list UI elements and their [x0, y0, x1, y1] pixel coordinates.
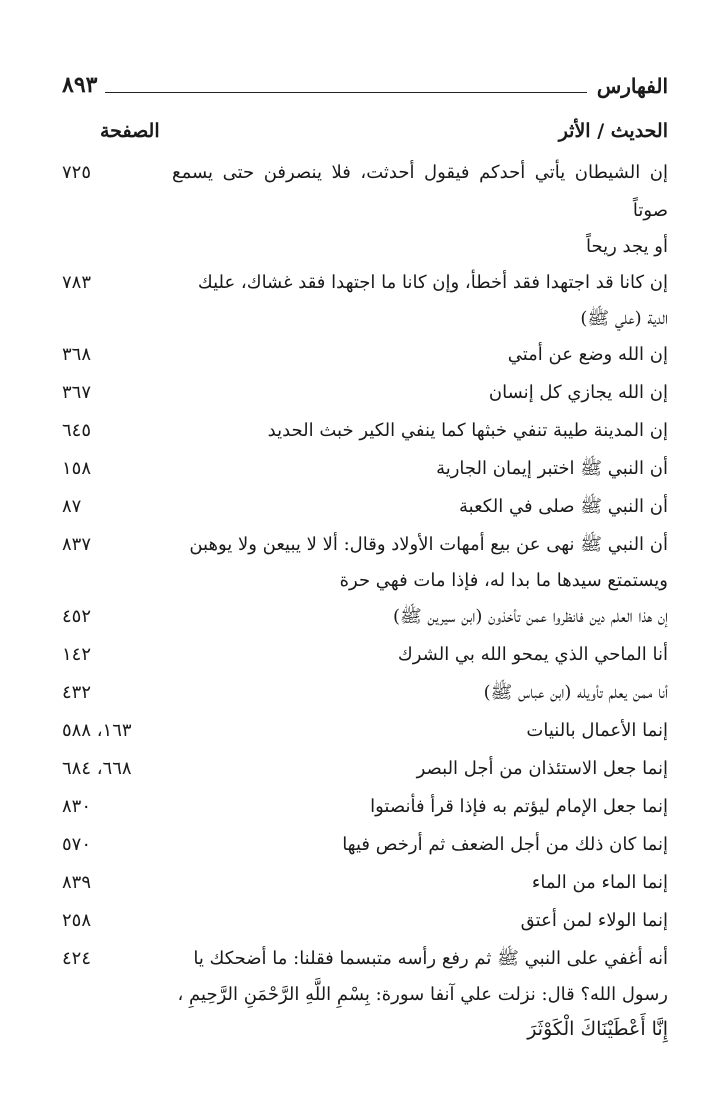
index-entry — [62, 674, 668, 712]
entry-text: أن النبي ﷺ اختبر إيمان الجارية — [436, 458, 668, 479]
index-entry — [62, 826, 668, 864]
running-header — [62, 62, 668, 96]
entry-pages: ٦٦٨، ٦٨٤ — [62, 758, 132, 779]
index-entry — [62, 526, 668, 598]
entry-pages: ٨٣٠ — [62, 796, 92, 817]
entry-pages: ١٥٨ — [62, 458, 92, 479]
index-entry — [62, 864, 668, 902]
entry-pages: ٥٧٠ — [62, 834, 92, 855]
page-number: ٨٩٣ — [62, 72, 98, 98]
entry-continuation: ويستمتع سيدها ما بدا له، فإذا مات فهي حرة — [339, 570, 668, 591]
index-entry — [62, 940, 668, 1046]
column-headings — [100, 120, 668, 142]
page-column-heading: الصفحة — [100, 120, 160, 142]
entry-text: إن الله وضع عن أمتي — [507, 344, 668, 365]
entry-text: إنما كان ذلك من أجل الضعف ثم أرخص فيها — [342, 834, 668, 855]
entry-text: إن الشيطان يأتي أحدكم فيقول أحدثت، فلا ينصرفن حتى يسمع صوتاً — [172, 162, 668, 221]
index-entry — [62, 154, 668, 264]
index-entry — [62, 636, 668, 674]
entry-text: أنه أغفي على النبي ﷺ ثم رفع رأسه متبسما فقلنا: ما أضحكك يا — [193, 948, 668, 969]
entry-text: إنما الماء من الماء — [531, 872, 668, 893]
entry-text: أن النبي ﷺ صلى في الكعبة — [459, 496, 668, 517]
entry-pages: ٧٨٣ — [62, 272, 92, 293]
entry-text: أنا الماحي الذي يمحو الله بي الشرك — [397, 644, 668, 665]
entry-continuation: رسول الله؟ قال: نزلت علي آنفا سورة: بِسْمِ اللَّهِ الرَّحْمَنِ الرَّحِيمِ ، — [177, 984, 668, 1005]
entry-text: إن كانا قد اجتهدا فقد أخطأ، وإن كانا ما اجتهدا فقد غشاك، عليك — [197, 272, 668, 293]
entry-text: إنما الأعمال بالنيات — [526, 720, 668, 741]
index-entry — [62, 336, 668, 374]
index-entry — [62, 750, 668, 788]
entry-text: إنما جعل الإمام ليؤتم به فإذا قرأ فأنصتوا — [370, 796, 668, 817]
index-entry — [62, 450, 668, 488]
entry-text: إنما جعل الاستئذان من أجل البصر — [416, 758, 668, 779]
entry-pages: ٤٥٢ — [62, 606, 92, 627]
index-entry — [62, 902, 668, 940]
entry-text: إنما الولاء لمن أعتق — [520, 910, 668, 931]
entry-pages: ٨٧ — [62, 496, 82, 517]
entry-pages: ٨٣٩ — [62, 872, 92, 893]
index-entries — [62, 154, 668, 1046]
entry-continuation: أو يجد ريحاً — [585, 236, 668, 257]
entry-pages: ٨٣٧ — [62, 534, 92, 555]
index-entry — [62, 598, 668, 636]
hadith-column-heading: الحديث / الأثر — [558, 120, 668, 142]
entry-continuation: الدية (علي ﷺ) — [580, 308, 668, 329]
entry-pages: ٦٤٥ — [62, 420, 92, 441]
index-entry — [62, 712, 668, 750]
entry-pages: ٤٣٢ — [62, 682, 92, 703]
index-entry — [62, 264, 668, 336]
index-entry — [62, 412, 668, 450]
entry-pages: ٧٢٥ — [62, 162, 92, 183]
entry-text: أنا ممن يعلم تأويله (ابن عباس ﷺ) — [483, 682, 668, 703]
entry-pages: ٣٦٨ — [62, 344, 92, 365]
index-entry — [62, 488, 668, 526]
entry-pages: ٣٦٧ — [62, 382, 92, 403]
entry-text: إن هذا العلم دين فانظروا عمن تأخذون (ابن سيرين ﷺ) — [392, 606, 668, 627]
entry-text: إن الله يجازي كل إنسان — [488, 382, 668, 403]
index-entry — [62, 374, 668, 412]
index-entry — [62, 788, 668, 826]
entry-pages: ١٦٣، ٥٨٨ — [62, 720, 132, 741]
entry-pages: ٢٥٨ — [62, 910, 92, 931]
entry-text: أن النبي ﷺ نهى عن بيع أمهات الأولاد وقال: ألا لا يبيعن ولا يوهبن — [189, 534, 668, 555]
entry-pages: ٤٢٤ — [62, 948, 92, 969]
entry-text: إن المدينة طيبة تنفي خبثها كما ينفي الكير خبث الحديد — [267, 420, 668, 441]
header-rule — [105, 92, 586, 93]
entry-pages: ١٤٢ — [62, 644, 92, 665]
running-title: الفهارس — [596, 74, 668, 98]
quran-verse: إِنَّا أَعْطَيْنَاكَ الْكَوْثَرَ — [527, 1018, 668, 1040]
